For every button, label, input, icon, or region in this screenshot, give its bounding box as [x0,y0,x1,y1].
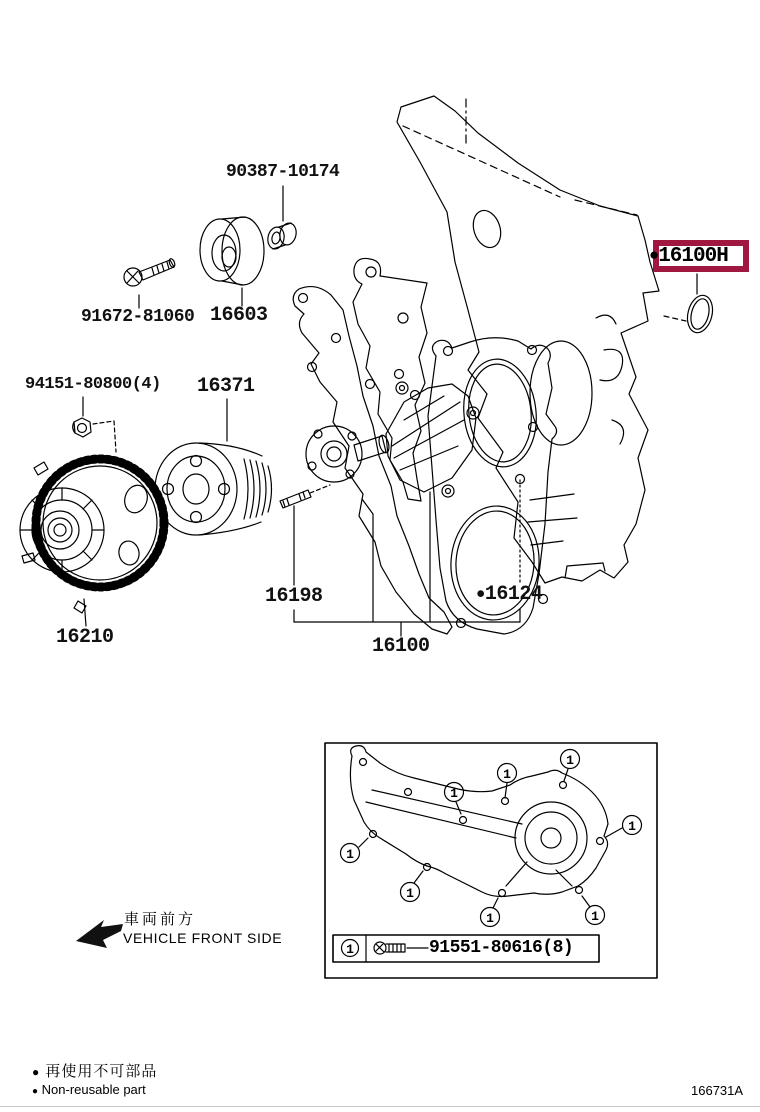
callout-1: 1 [566,753,574,768]
front-direction-arrow-icon [76,920,123,948]
legend-jp-text: 再使用不可部品 [45,1063,158,1080]
engine-block-drawing [397,96,686,583]
legend-non-reusable-jp [32,1060,157,1081]
part-label-16603[interactable]: 16603 [210,304,268,327]
idler-bolt-drawing [124,258,176,286]
non-reusable-bullet-icon: ● [476,585,485,603]
highlighted-part-label-16100H[interactable] [649,240,749,272]
vehicle-front-side-en: VEHICLE FRONT SIDE [123,930,283,946]
non-reusable-bullet-icon: ● [32,1065,41,1079]
part-number: 16124 [484,583,543,606]
vehicle-front-side-jp: 車両前方 [124,911,197,928]
part-label-94151-80800[interactable]: 94151-80800(4) [25,375,161,394]
non-reusable-bullet-icon: ● [32,1086,39,1097]
callout-1: 1 [628,819,636,834]
callout-1: 1 [450,786,458,801]
bolt-icon [374,942,405,954]
pump-pulley-drawing [155,443,272,535]
part-number: 16100H [658,244,728,268]
stud-drawing [280,490,311,508]
figure-code: 166731A [691,1083,744,1098]
part-label-91672-81060[interactable]: 91672-81060 [81,307,195,327]
o-ring-drawing [684,293,716,336]
legend-non-reusable-en [32,1082,146,1097]
part-label-16124[interactable] [476,585,542,605]
part-label-16210[interactable]: 16210 [56,626,114,649]
callout-1: 1 [591,909,599,924]
fan-clutch-drawing [20,459,164,613]
part-label-16371[interactable]: 16371 [197,375,255,398]
inset-callouts [341,750,642,927]
callout-1: 1 [346,942,354,957]
idler-pulley-drawing [200,217,264,285]
non-reusable-bullet-icon: ● [649,246,659,266]
callout-1: 1 [406,886,414,901]
callout-1: 1 [486,911,494,926]
part-label-16198[interactable]: 16198 [265,585,323,608]
o-ring-dashed-leader [664,316,686,321]
part-label-91551-80616[interactable]: 91551-80616(8) [429,938,574,958]
fan-nut-drawing [73,418,91,437]
legend-en-text: Non-reusable part [41,1082,146,1097]
callout-1: 1 [503,767,511,782]
bottom-divider [0,1106,760,1107]
water-pump-drawing [306,382,479,497]
callout-1: 1 [346,847,354,862]
part-label-90387-10174[interactable]: 90387-10174 [226,162,340,182]
bushing-drawing [266,222,298,251]
part-label-16100[interactable]: 16100 [372,635,430,658]
